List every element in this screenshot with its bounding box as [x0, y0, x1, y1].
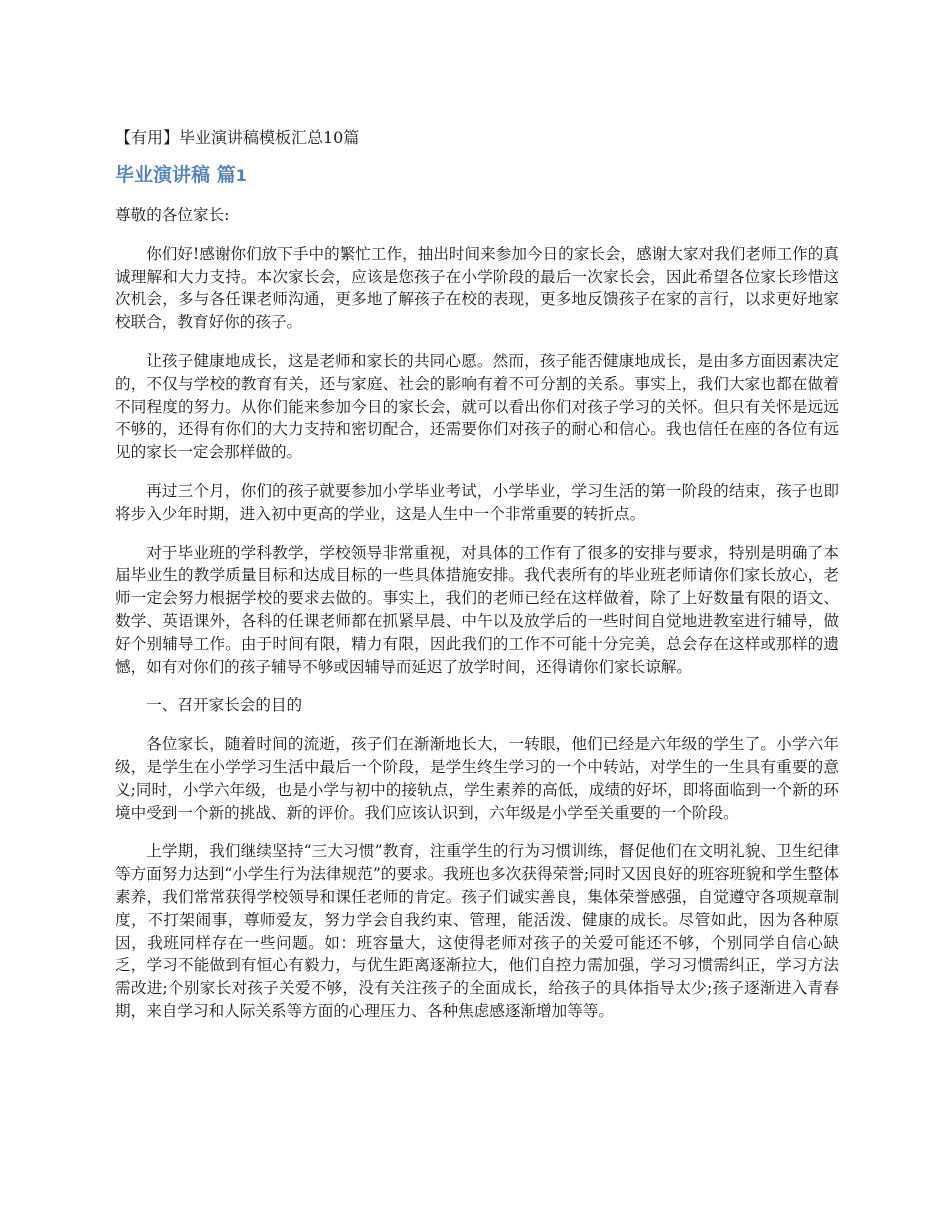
section-heading-number: 1 [235, 166, 247, 185]
subheading: 一、召开家长会的目的 [146, 696, 303, 715]
document-title: 【有用】毕业演讲稿模板汇总10篇 [115, 128, 360, 147]
paragraph: 你们好!感谢你们放下手中的繁忙工作，抽出时间来参加今日的家长会，感谢大家对我们老师工作的真诚理解和大力支持。本次家长会，应该是您孩子在小学阶段的最后一次家长会，因此希望各位家长珍惜这次机会，多与各任课老师沟通，更多地了解孩子在校的表现，更多地反馈孩子在家的言行，以求更好地家校联合，教育好你的孩子。 [115, 244, 839, 332]
paragraph: 上学期，我们继续坚持“三大习惯”教育，注重学生的行为习惯训练，督促他们在文明礼貌、卫生纪律等方面努力达到“小学生行为法律规范”的要求。我班也多次获得荣誉;同时又因良好的班容班貌和学生整体素养，我们常常获得学校领导和课任老师的肯定。孩子们诚实善良，集体荣誉感强，自觉遵守各项规章制度，不打架闹事，尊师爱友，努力学会自我约束、管理，能活泼、健康的成长。尽管如此，因为各种原因，我班同样存在一些问题。如：班容量大，这使得老师对孩子的关爱可能还不够，个别同学自信心缺乏，学习不能做到有恒心有毅力，与优生距离逐渐拉大，他们自控力需加强，学习习惯需纠正，学习方法需改进;个别家长对孩子关爱不够，没有关注孩子的全面成长，给孩子的具体指导太少;孩子逐渐进入青春期，来自学习和人际关系等方面的心理压力、各种焦虑感逐渐增加等等。 [115, 842, 839, 1020]
paragraph: 让孩子健康地成长，这是老师和家长的共同心愿。然而，孩子能否健康地成长，是由多方面因素决定的，不仅与学校的教育有关，还与家庭、社会的影响有着不可分割的关系。事实上，我们大家也都在做着不同程度的努力。从你们能来参加今日的家长会，就可以看出你们对孩子学习的关怀。但只有关怀是远远不够的，还得有你们的大力支持和密切配合，还需要你们对孩子的耐心和信心。我也信任在座的各位有远见的家长一定会那样做的。 [115, 351, 839, 462]
section-heading-text: 毕业演讲稿 篇 [115, 164, 236, 186]
salutation: 尊敬的各位家长: [115, 206, 230, 224]
document-body [115, 204, 839, 1039]
paragraph: 对于毕业班的学科教学，学校领导非常重视，对具体的工作有了很多的安排与要求，特别是明确了本届毕业生的教学质量目标和达成目标的一些具体措施安排。我代表所有的毕业班老师请你们家长放心，老师一定会努力根据学校的要求去做的。事实上，我们的老师已经在这样做着，除了上好数量有限的语文、数学、英语课外，各科的任课老师都在抓紧早晨、中午以及放学后的一些时间自觉地进教室进行辅导，做好个别辅导工作。由于时间有限，精力有限，因此我们的工作不可能十分完美，总会存在这样或那样的遗憾，如有对你们的孩子辅导不够或因辅导而延迟了放学时间，还得请你们家长谅解。 [115, 543, 839, 676]
paragraph: 各位家长，随着时间的流逝，孩子们在渐渐地长大，一转眼，他们已经是六年级的学生了。小学六年级，是学生在小学学习生活中最后一个阶段，是学生终生学习的一个中转站，对学生的一生具有重要的意义;同时，小学六年级，也是小学与初中的接轨点，学生素养的高低，成绩的好坏，即将面临到一个新的环境中受到一个新的挑战、新的评价。我们应该认识到，六年级是小学至关重要的一个阶段。 [115, 735, 839, 822]
section-heading [115, 162, 247, 189]
paragraph: 再过三个月，你们的孩子就要参加小学毕业考试，小学毕业，学习生活的第一阶段的结束，孩子也即将步入少年时期，进入初中更高的学业，这是人生中一个非常重要的转折点。 [115, 481, 839, 523]
